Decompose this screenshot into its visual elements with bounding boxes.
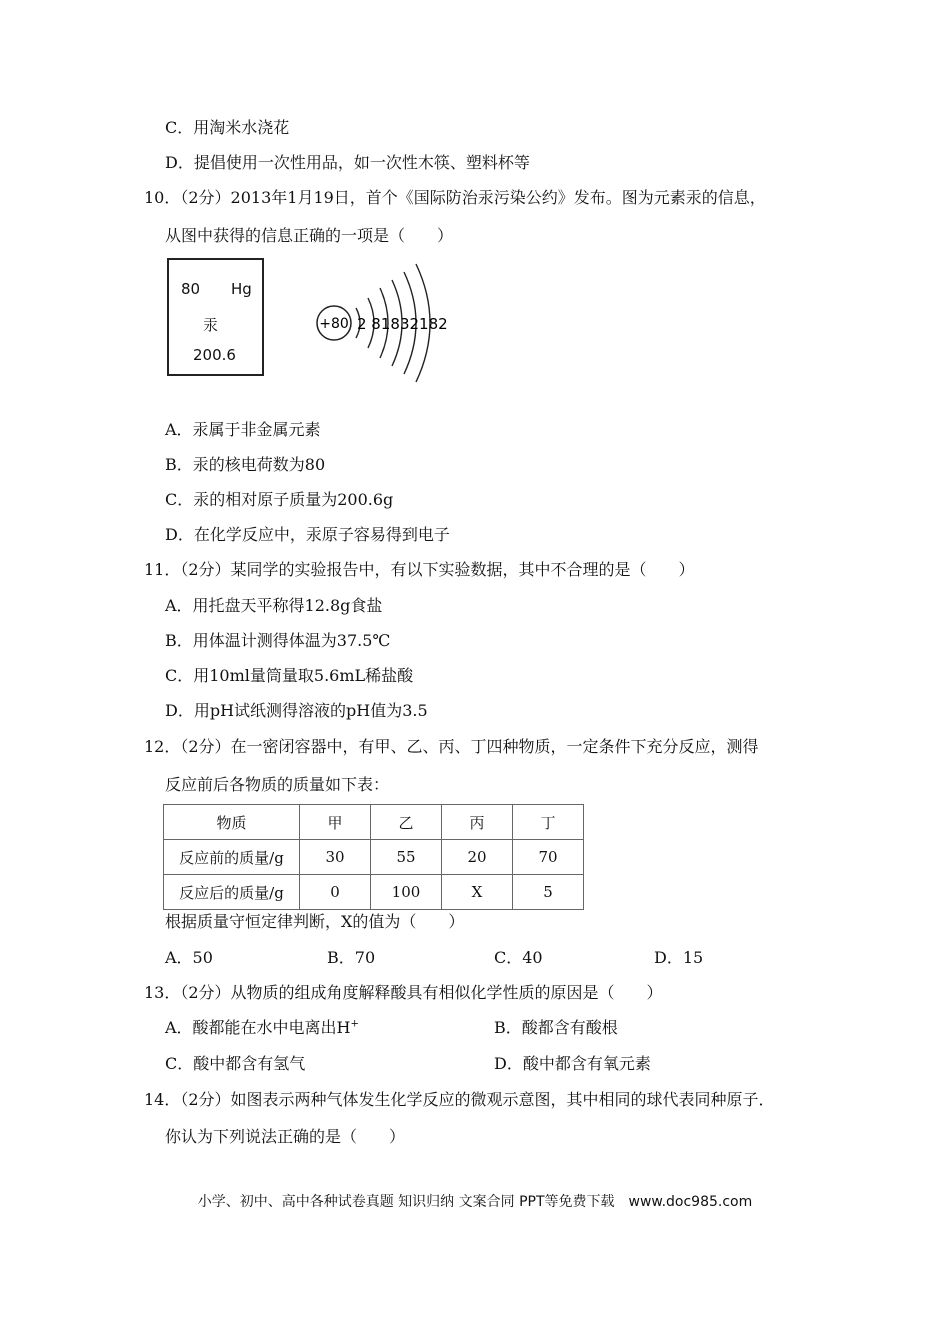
q13-option-b: B．酸都含有酸根 [494,1018,618,1037]
table-row [164,875,584,910]
q11-option-d: D．用pH试纸测得溶液的pH值为3.5 [165,701,428,720]
q13-option-a-text: A．酸都能在水中电离出H [165,1018,351,1037]
table-header-cell: 甲 [300,805,371,840]
table-cell: 20 [442,840,513,875]
q11-option-c: C．用10ml量筒量取5.6mL稀盐酸 [165,666,414,685]
q10-option-d: D．在化学反应中，汞原子容易得到电子 [165,525,450,544]
shell-electrons: 2 81832182 [357,315,448,333]
q12-option-d: D．15 [654,948,704,967]
q10-stem-line1: 10．（2分）2013年1月19日，首个《国际防治汞污染公约》发布。图为元素汞的信息， [144,188,766,207]
q14-stem-line2: 你认为下列说法正确的是（ ） [165,1127,406,1146]
q12-option-a: A．50 [165,948,213,967]
table-row [164,805,584,840]
page-footer: 小学、初中、高中各种试卷真题 知识归纳 文案合同 PPT等免费下载 www.doc985.com [197,1194,753,1210]
q10-option-c: C．汞的相对原子质量为200.6g [165,490,394,509]
element-symbol: Hg [231,280,252,298]
q11-option-b: B．用体温计测得体温为37.5℃ [165,631,391,650]
q13-option-d: D．酸中都含有氧元素 [494,1054,651,1073]
q13-stem: 13．（2分）从物质的组成角度解释酸具有相似化学性质的原因是（ ） [144,983,663,1002]
q13-option-c: C．酸中都含有氢气 [165,1054,306,1073]
q9-option-d: D．提倡使用一次性用品，如一次性木筷、塑料杯等 [165,153,530,172]
atom-structure-diagram [312,258,472,388]
table-cell: 30 [300,840,371,875]
table-cell: 100 [371,875,442,910]
element-name: 汞 [203,316,219,334]
q13-option-a [165,1018,359,1038]
element-info-box [167,258,264,376]
q11-stem: 11．（2分）某同学的实验报告中，有以下实验数据，其中不合理的是（ ） [144,560,695,579]
q9-option-c: C．用淘米水浇花 [165,118,290,137]
nucleus-charge: +80 [319,316,349,332]
q10-stem-line2: 从图中获得的信息正确的一项是（ ） [165,226,454,245]
q13-option-a-superscript: + [350,1018,359,1030]
table-cell: 70 [513,840,584,875]
q14-stem-line1: 14．（2分）如图表示两种气体发生化学反应的微观示意图，其中相同的球代表同种原子． [144,1090,775,1109]
q12-after-text: 根据质量守恒定律判断，X的值为（ ） [165,912,465,931]
mass-table [163,804,584,910]
table-header-cell: 物质 [164,805,300,840]
table-cell: X [442,875,513,910]
q10-option-a: A．汞属于非金属元素 [165,420,321,439]
element-atomic-number: 80 [181,280,201,298]
table-cell: 反应前的质量/g [164,840,300,875]
table-cell: 55 [371,840,442,875]
table-header-cell: 丁 [513,805,584,840]
q12-stem-line2: 反应前后各物质的质量如下表： [165,775,390,794]
table-cell: 反应后的质量/g [164,875,300,910]
table-row [164,840,584,875]
q10-option-b: B．汞的核电荷数为80 [165,455,326,474]
table-cell: 0 [300,875,371,910]
table-header-cell: 丙 [442,805,513,840]
q11-option-a: A．用托盘天平称得12.8g食盐 [165,596,383,615]
table-header-cell: 乙 [371,805,442,840]
element-mass: 200.6 [193,346,236,364]
q12-option-c: C．40 [494,948,543,967]
q12-stem-line1: 12．（2分）在一密闭容器中，有甲、乙、丙、丁四种物质，一定条件下充分反应，测得 [144,737,759,756]
q12-option-b: B．70 [327,948,376,967]
table-cell: 5 [513,875,584,910]
